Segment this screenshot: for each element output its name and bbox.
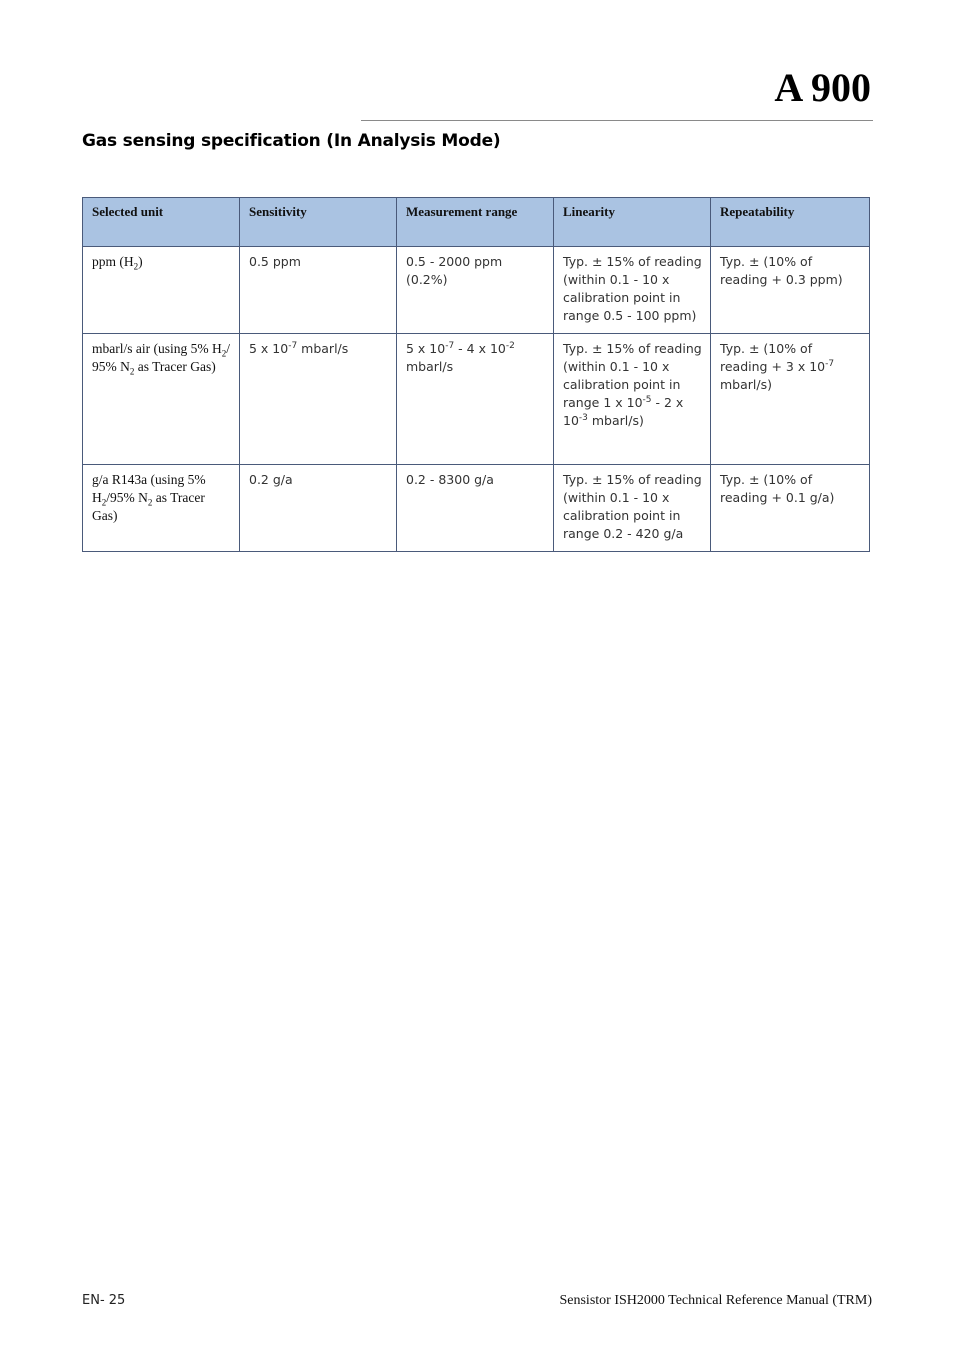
table-row — [83, 465, 870, 552]
table-header-row — [83, 198, 870, 247]
cell-range: 5 x $10^{-7} - 4$ x $10^{-2}$ mbarl/s — [397, 334, 554, 465]
manual-title: Sensistor ISH2000 Technical Reference Manual (TRM) — [559, 1293, 872, 1308]
table-row — [83, 247, 870, 334]
header-sensitivity: Sensitivity — [240, 198, 397, 247]
page-number: EN- 25 — [82, 1293, 126, 1308]
cell-unit — [83, 334, 240, 465]
unit-text: mbarl/s air (using 5% $H_2/$ 95% $N_2$ as Tracer Gas) — [92, 341, 230, 377]
cell-linearity: Typ. ± 15% of reading (within 0.1 - 10 x calibration point in range 0.2 - 420 g/a — [554, 465, 711, 552]
product-title: A 900 — [774, 65, 871, 110]
header-repeatability: Repeatability — [711, 198, 870, 247]
cell-repeatability: Typ. ± (10% of reading + 0.3 ppm) — [711, 247, 870, 334]
unit-text: g/a R143a (using 5% $H_2/95\%$ $N_2$ as Tracer Gas) — [92, 472, 206, 523]
header-selected-unit: Selected unit — [83, 198, 240, 247]
spec-table — [82, 197, 870, 552]
cell-linearity: Typ. ± 15% of reading (within 0.1 - 10 x calibration point in range 1 x $10^{-5} - 2$ x $10^{-3}$ mbarl/s) — [554, 334, 711, 465]
unit-text: ppm $(H_2)$ — [92, 254, 143, 272]
header-measurement-range: Measurement range — [397, 198, 554, 247]
header-rule — [361, 120, 873, 121]
cell-unit — [83, 247, 240, 334]
cell-range: 0.5 - 2000 ppm (0.2%) — [397, 247, 554, 334]
cell-sensitivity: 0.5 ppm — [240, 247, 397, 334]
header-linearity: Linearity — [554, 198, 711, 247]
cell-repeatability: Typ. ± (10% of reading + 0.1 g/a) — [711, 465, 870, 552]
cell-sensitivity: 0.2 g/a — [240, 465, 397, 552]
cell-linearity: Typ. ± 15% of reading (within 0.1 - 10 x calibration point in range 0.5 - 100 ppm) — [554, 247, 711, 334]
cell-range: 0.2 - 8300 g/a — [397, 465, 554, 552]
cell-unit — [83, 465, 240, 552]
cell-sensitivity: 5 x $10^{-7}$ mbarl/s — [240, 334, 397, 465]
cell-repeatability: Typ. ± (10% of reading + 3 x $10^{-7}$ mbarl/s) — [711, 334, 870, 465]
table-row — [83, 334, 870, 465]
section-title: Gas sensing specification (In Analysis Mode) — [82, 131, 501, 151]
